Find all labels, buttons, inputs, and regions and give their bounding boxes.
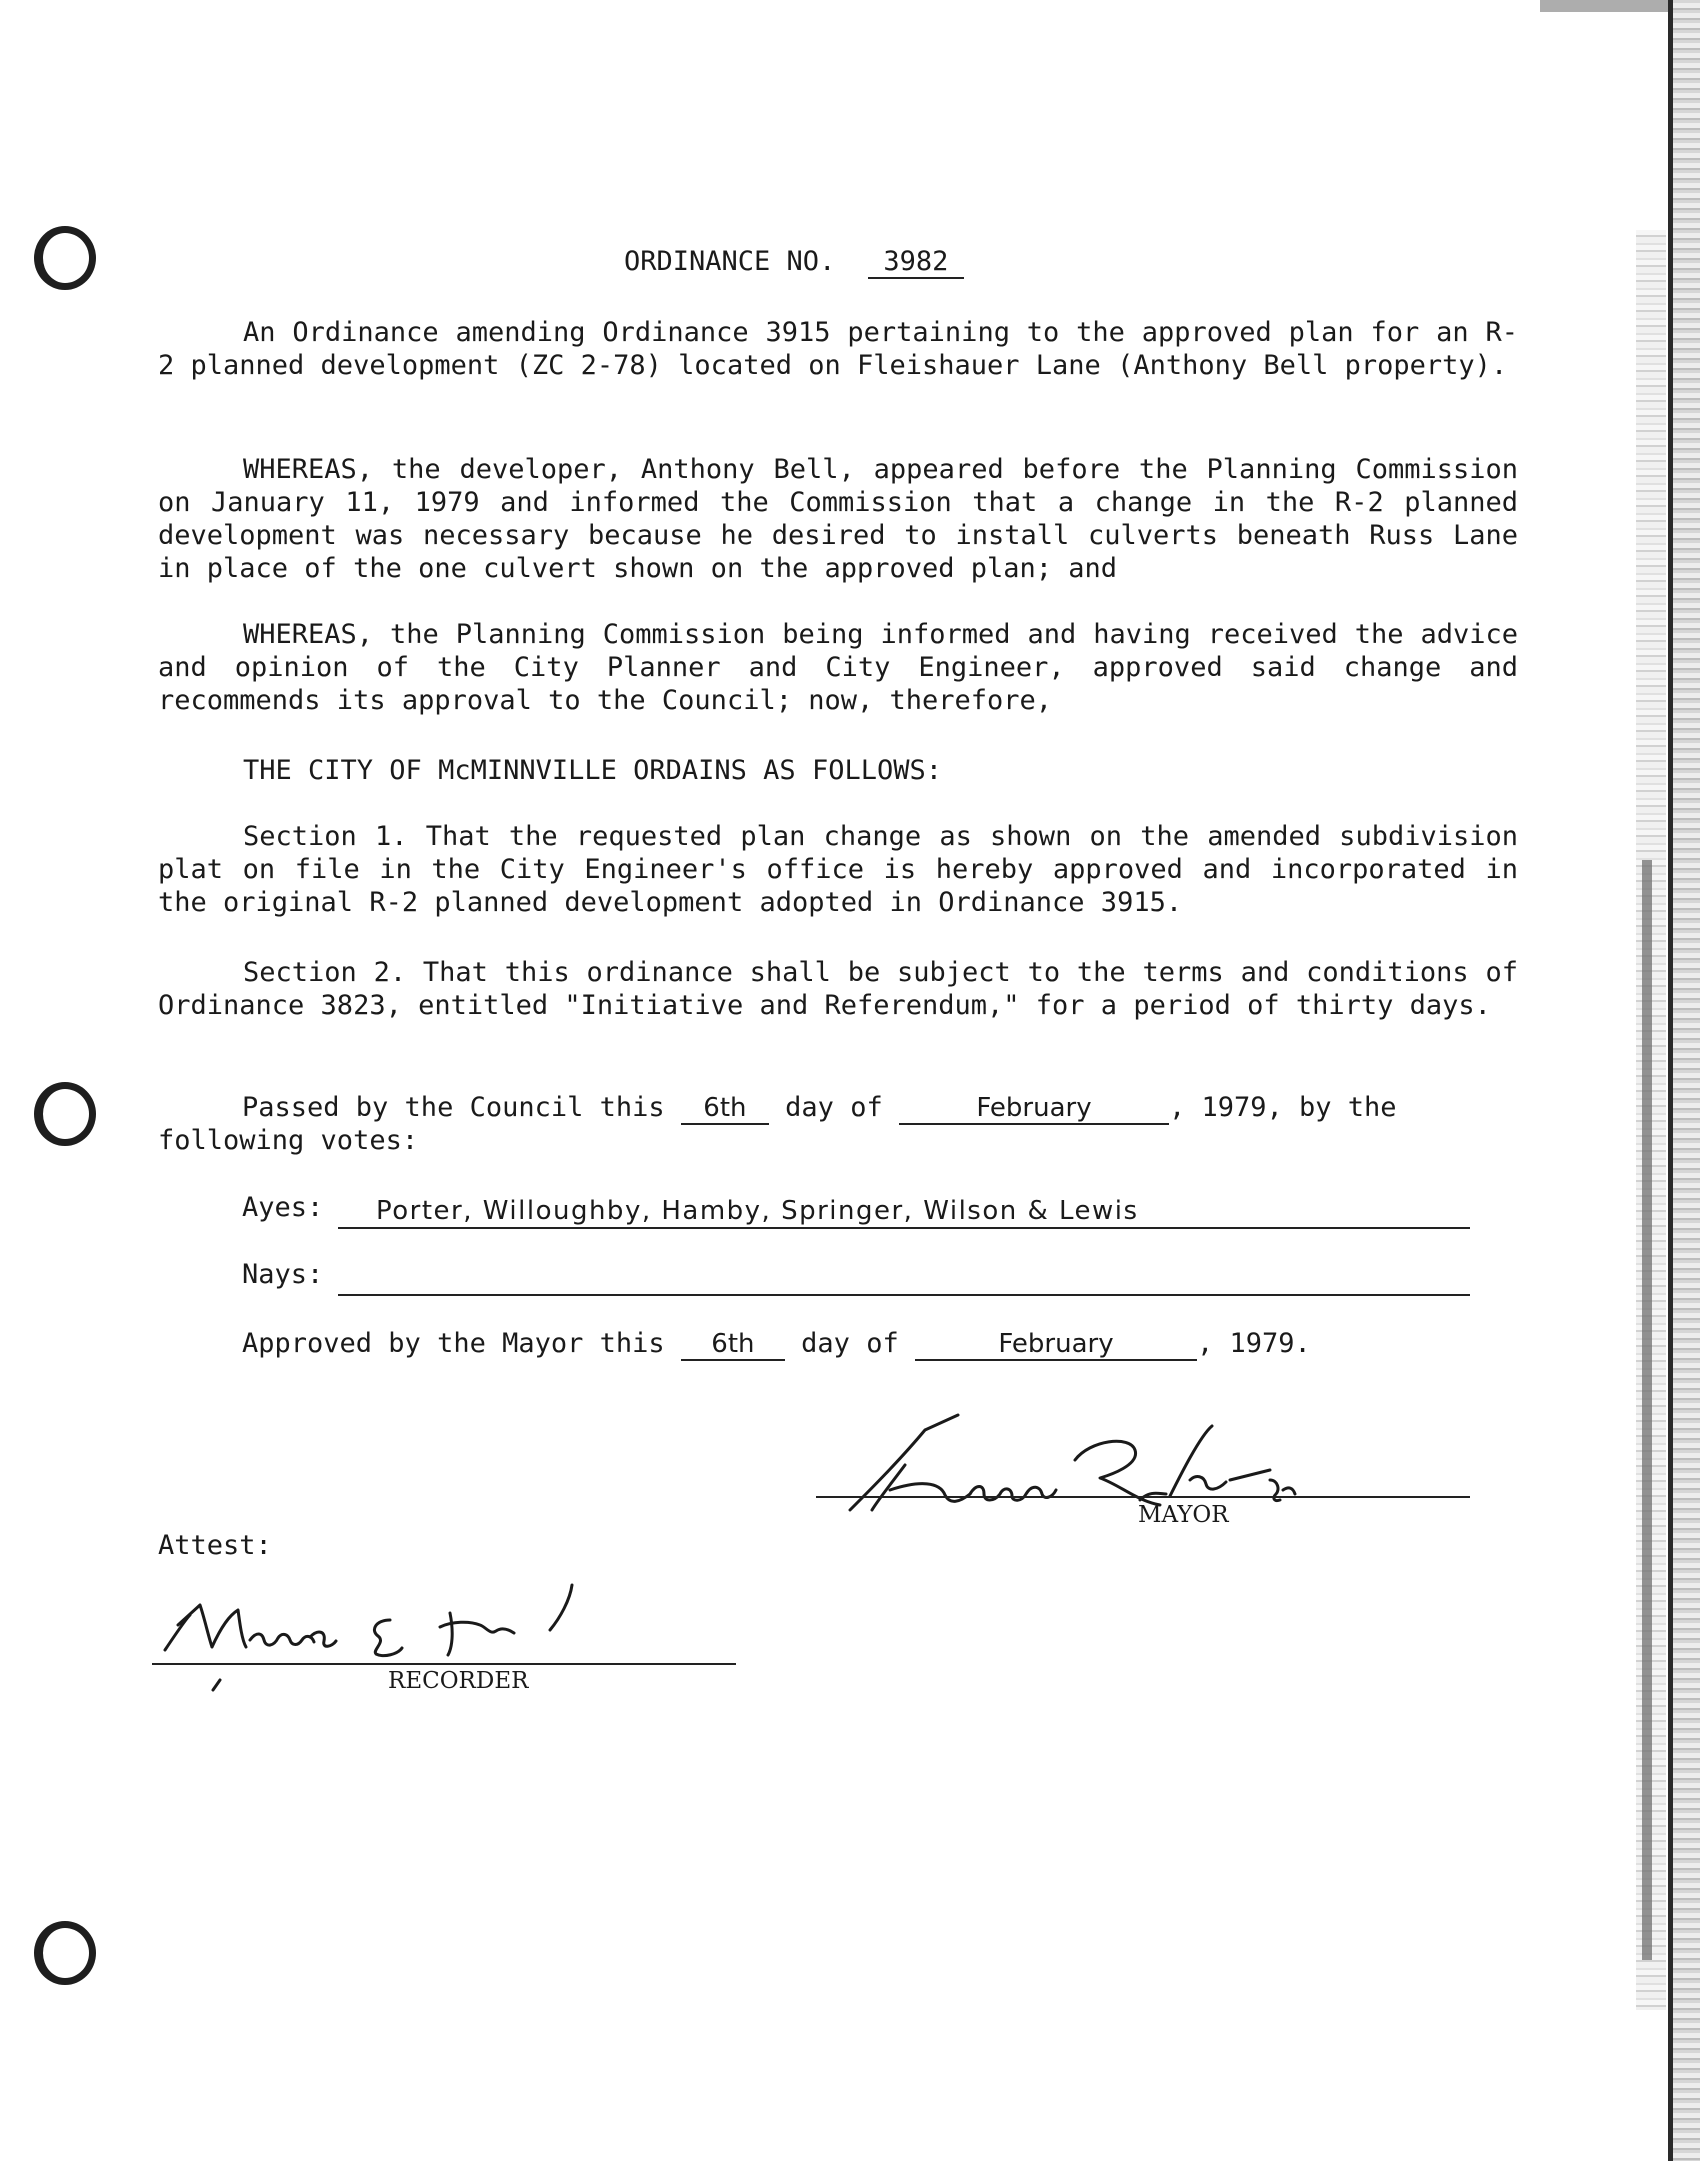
nays-underline — [338, 1294, 1470, 1296]
passed-suffix: , 1979, by the — [1168, 1092, 1397, 1123]
passed-line-2: following votes: — [158, 1125, 419, 1156]
whereas-paragraph-1: WHEREAS, the developer, Anthony Bell, appeared before the Planning Commission on January 11, 1979 and informed the Commission that a change in the R-2 planned development was necessary because he desired to install culverts beneath Russ Lane in place of the one culvert shown on the approved plan; and — [158, 454, 1518, 584]
passed-day-of: day of — [785, 1092, 883, 1123]
intro-paragraph: An Ordinance amending Ordinance 3915 pertaining to the approved plan for an R-2 planned development (ZC 2-78) located on Fleishauer Lane (Anthony Bell property). — [158, 317, 1518, 381]
ayes-label: Ayes: — [242, 1192, 324, 1223]
passed-month: February — [899, 1093, 1169, 1125]
ayes-value: Porter, Willoughby, Hamby, Springer, Wilson & Lewis — [376, 1196, 1139, 1226]
punch-hole-bottom — [34, 1921, 96, 1985]
punch-hole-top — [34, 226, 96, 290]
scan-artifact-right-dark — [1642, 860, 1652, 1960]
ordains-heading: THE CITY OF McMINNVILLE ORDAINS AS FOLLOWS: — [243, 755, 942, 786]
ayes-underline — [338, 1227, 1470, 1229]
approved-prefix: Approved by the Mayor this — [242, 1328, 665, 1359]
whereas-paragraph-2: WHEREAS, the Planning Commission being informed and having received the advice and opinion of the City Planner and City Engineer, approved said change and recommends its approval to the Council; now, therefore, — [158, 619, 1518, 716]
passed-line — [242, 1092, 1397, 1125]
approved-month: February — [915, 1329, 1197, 1361]
ordinance-title-label: ORDINANCE NO. — [624, 246, 836, 277]
recorder-signature-line — [152, 1663, 736, 1665]
approved-line — [242, 1328, 1311, 1361]
section-2-paragraph: Section 2. That this ordinance shall be subject to the terms and conditions of Ordinance 3823, entitled "Initiative and Referendum," for a period of thirty days. — [158, 957, 1518, 1021]
ordinance-title — [624, 246, 964, 279]
recorder-caption: RECORDER — [388, 1668, 529, 1694]
section-1-paragraph: Section 1. That the requested plan change as shown on the amended subdivision plat on file in the City Engineer's office is hereby approved and incorporated in the original R-2 planned development adopted in Ordinance 3915. — [158, 821, 1518, 918]
scan-artifact-top — [1540, 0, 1670, 12]
ordinance-number: 3982 — [868, 247, 964, 279]
mayor-caption: MAYOR — [1138, 1502, 1229, 1528]
mayor-signature-line — [816, 1496, 1470, 1498]
attest-label: Attest: — [158, 1530, 272, 1561]
passed-day: 6th — [681, 1093, 769, 1125]
scan-page-strip — [1673, 0, 1700, 2161]
approved-day: 6th — [681, 1329, 785, 1361]
punch-hole-middle — [34, 1082, 96, 1146]
passed-prefix: Passed by the Council this — [242, 1092, 665, 1123]
approved-suffix: , 1979. — [1196, 1328, 1311, 1359]
nays-label: Nays: — [242, 1259, 324, 1290]
approved-day-of: day of — [801, 1328, 899, 1359]
